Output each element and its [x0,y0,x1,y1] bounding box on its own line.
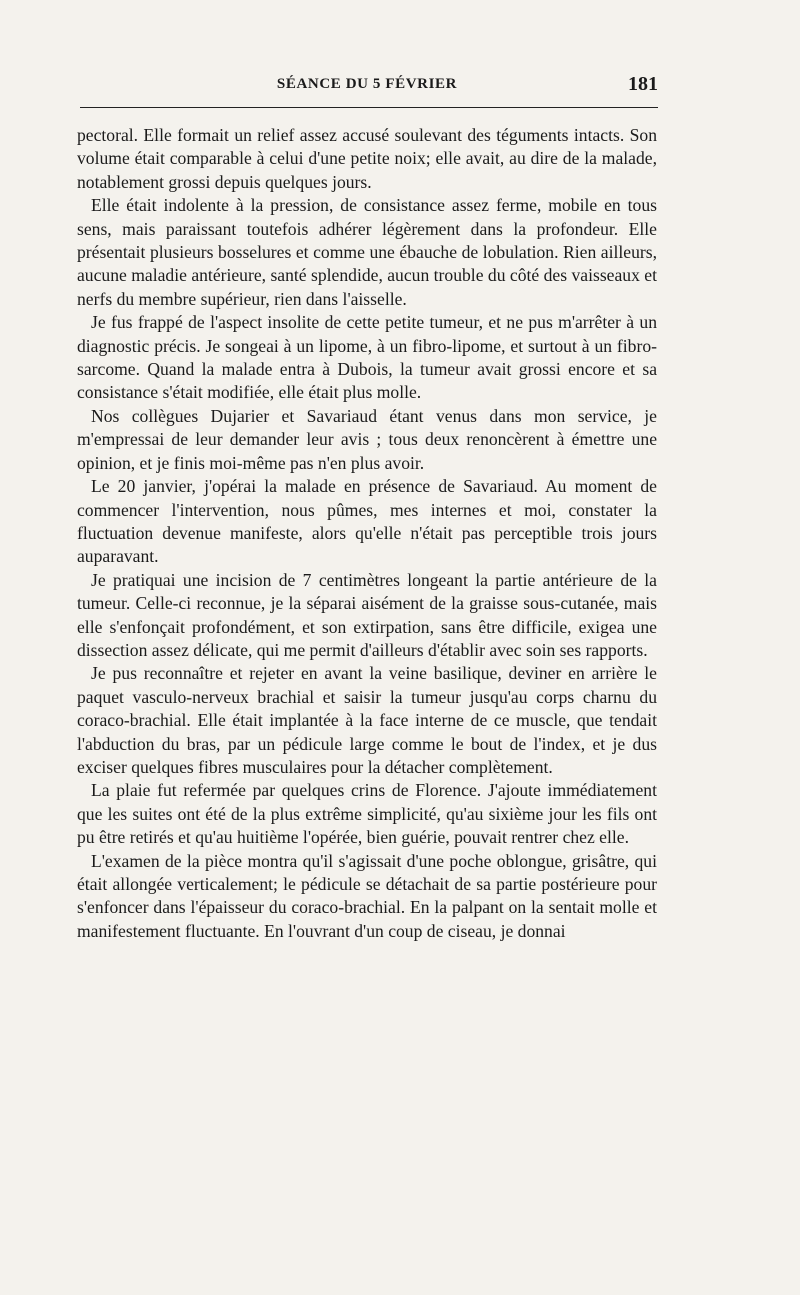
paragraph: Le 20 janvier, j'opérai la malade en présence de Savariaud. Au moment de commencer l'intervention, nous pûmes, mes internes et moi, constater la fluctuation devenue manifeste, alors qu'elle n'était pas perceptible trois jours auparavant. [77,476,657,567]
paragraph: Nos collègues Dujarier et Savariaud étant venus dans mon service, je m'empressai de leur demander leur avis ; tous deux renoncèrent à émettre une opinion, et je finis moi-même pas n'en plus avoir. [77,405,657,473]
running-title: SÉANCE DU 5 FÉVRIER [276,76,458,92]
page-header [76,72,658,102]
paragraph: L'examen de la pièce montra qu'il s'agissait d'une poche oblongue, grisâtre, qui était allongée verticalement; le pédicule se détachait de sa partie postérieure pour s'enfoncer dans l'épaisseur du coraco-brachial. En la palpant on la sentait molle et manifestement fluctuante. En l'ouvrant d'un coup de ciseau, je donnai [77,850,657,941]
paragraph: Je pus reconnaître et rejeter en avant la veine basilique, deviner en arrière le paquet vasculo-nerveux brachial et saisir la tumeur jusqu'au corps charnu du coraco-brachial. Elle était implantée à la face interne de ce muscle, que tendait l'abduction du bras, par un pédicule large comme le bout de l'index, et je dus exciser quelques fibres musculaires pour la détacher complètement. [77,663,657,777]
paragraph: Je pratiquai une incision de 7 centimètres longeant la partie antérieure de la tumeur. Celle-ci reconnue, je la séparai aisément de la graisse sous-cutanée, mais elle s'enfonçait profondément, et son extirpation, sans être difficile, exigea une dissection assez délicate, qui me permit d'ailleurs d'établir avec soin ses rapports. [77,569,657,660]
page-number: 181 [628,73,658,95]
paragraph: pectoral. Elle formait un relief assez accusé soulevant des téguments intacts. Son volume était comparable à celui d'une petite noix; elle avait, au dire de la malade, notablement grossi depuis quelques jours. [77,125,657,192]
header-rule [80,107,658,108]
body-text [77,124,657,943]
paragraph: La plaie fut refermée par quelques crins de Florence. J'ajoute immédiatement que les suites ont été de la plus extrême simplicité, qu'au sixième jour les fils ont pu être retirés et qu'au huitième l'opérée, bien guérie, pouvait rentrer chez elle. [77,780,657,848]
paragraph: Je fus frappé de l'aspect insolite de cette petite tumeur, et ne pus m'arrêter à un diagnostic précis. Je songeai à un lipome, à un fibro-lipome, et surtout à un fibro-sarcome. Quand la malade entra à Dubois, la tumeur avait grossi encore et sa consistance s'était modifiée, elle était plus molle. [77,312,657,403]
paragraph: Elle était indolente à la pression, de consistance assez ferme, mobile en tous sens, mais paraissant toutefois adhérer légèrement dans la profondeur. Elle présentait plusieurs bosselures et comme une ébauche de lobulation. Rien ailleurs, aucune maladie antérieure, santé splendide, aucun trouble du côté des vaisseaux et nerfs du membre supérieur, rien dans l'aisselle. [77,195,657,309]
